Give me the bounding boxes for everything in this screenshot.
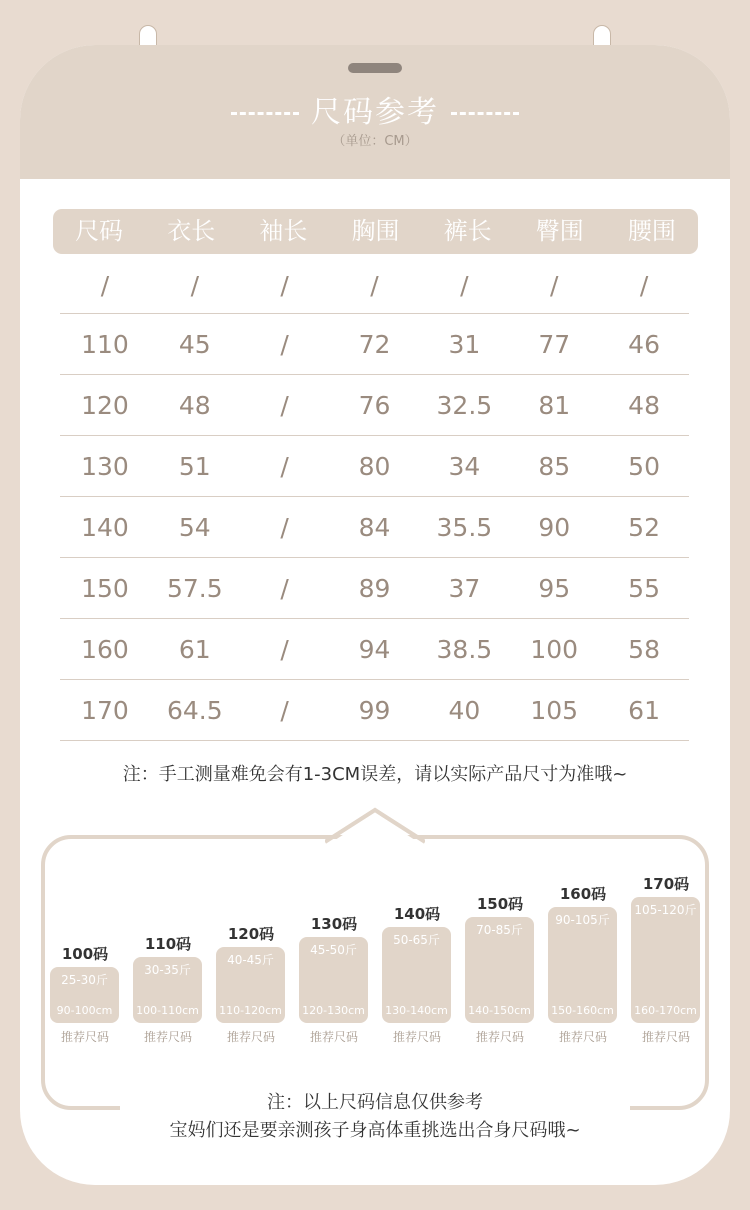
size-bar bbox=[216, 947, 285, 1023]
table-cell: 46 bbox=[628, 330, 660, 359]
table-cell: 94 bbox=[358, 635, 391, 664]
table-cell: 170 bbox=[81, 696, 129, 725]
size-label: 110码 bbox=[144, 935, 192, 953]
recommend-note-1: 注：以上尺码信息仅供参考 bbox=[267, 1092, 483, 1113]
size-label: 130码 bbox=[310, 915, 358, 933]
table-cell: 34 bbox=[448, 452, 481, 481]
table-row bbox=[60, 497, 689, 558]
height-range: 100-110cm bbox=[136, 1004, 199, 1017]
table-row bbox=[60, 619, 689, 680]
table-cell: / bbox=[280, 635, 289, 664]
size-label: 140码 bbox=[393, 905, 441, 923]
recommend-size-label: 推荐尺码 bbox=[475, 1030, 524, 1044]
table-cell: 95 bbox=[538, 574, 571, 603]
table-cell: 64.5 bbox=[166, 696, 223, 725]
table-cell: 40 bbox=[448, 696, 481, 725]
table-cell: 61 bbox=[628, 696, 660, 725]
title-dash-right bbox=[451, 112, 519, 115]
size-label: 170码 bbox=[642, 875, 690, 893]
weight-range: 25-30斤 bbox=[61, 973, 108, 987]
recommend-size-label: 推荐尺码 bbox=[226, 1030, 275, 1044]
table-cell: 35.5 bbox=[436, 513, 493, 542]
recommend-size-label: 推荐尺码 bbox=[143, 1030, 192, 1044]
recommend-size-label: 推荐尺码 bbox=[392, 1030, 441, 1044]
table-cell: / bbox=[280, 696, 289, 725]
table-cell: 80 bbox=[358, 452, 391, 481]
table-cell: / bbox=[190, 271, 199, 300]
size-chart-card bbox=[20, 45, 730, 1185]
size-label: 120码 bbox=[227, 925, 275, 943]
column-header: 胸围 bbox=[351, 217, 400, 245]
table-cell: 120 bbox=[81, 391, 129, 420]
table-cell: / bbox=[280, 513, 289, 542]
size-bar bbox=[548, 907, 617, 1023]
table-row bbox=[60, 680, 689, 741]
table-cell: 105 bbox=[530, 696, 579, 725]
table-cell: 58 bbox=[628, 635, 660, 664]
table-cell: 37 bbox=[448, 574, 481, 603]
table-header bbox=[53, 209, 698, 254]
size-bar bbox=[382, 927, 451, 1023]
table-cell: / bbox=[280, 452, 289, 481]
height-range: 160-170cm bbox=[634, 1004, 697, 1017]
table-cell: 77 bbox=[538, 330, 571, 359]
recommend-size-label: 推荐尺码 bbox=[641, 1030, 690, 1044]
table-cell: 38.5 bbox=[436, 635, 493, 664]
table-cell: / bbox=[639, 271, 649, 300]
table-row bbox=[60, 314, 689, 375]
panel-notch-cover bbox=[325, 806, 425, 846]
table-cell: 81 bbox=[538, 391, 571, 420]
table-cell: 140 bbox=[81, 513, 129, 542]
table-cell: / bbox=[370, 271, 379, 300]
table-cell: 76 bbox=[358, 391, 391, 420]
measurement-note: 注：手工测量难免会有1-3CM误差，请以实际产品尺寸为准哦~ bbox=[122, 764, 628, 785]
card-header bbox=[20, 45, 730, 179]
table-cell: 150 bbox=[81, 574, 129, 603]
size-label: 160码 bbox=[559, 885, 607, 903]
column-header: 衣长 bbox=[167, 217, 216, 245]
table-cell: 31 bbox=[448, 330, 481, 359]
unit-subtitle: （单位：CM） bbox=[332, 134, 418, 149]
size-bar bbox=[631, 897, 700, 1023]
table-cell: 85 bbox=[538, 452, 571, 481]
size-label: 100码 bbox=[61, 945, 109, 963]
height-range: 150-160cm bbox=[551, 1004, 614, 1017]
hanger-slot bbox=[348, 63, 402, 73]
table-cell: 84 bbox=[358, 513, 391, 542]
weight-range: 40-45斤 bbox=[227, 953, 274, 967]
table-cell: 52 bbox=[628, 513, 660, 542]
table-cell: 99 bbox=[358, 696, 391, 725]
table-cell: 55 bbox=[628, 574, 660, 603]
recommend-size-label: 推荐尺码 bbox=[558, 1030, 607, 1044]
table-cell: 45 bbox=[178, 330, 211, 359]
weight-range: 70-85斤 bbox=[476, 923, 523, 937]
size-bar bbox=[133, 957, 202, 1023]
weight-range: 105-120斤 bbox=[634, 903, 697, 917]
height-range: 140-150cm bbox=[468, 1004, 531, 1017]
title-text: 尺码参考 bbox=[311, 95, 439, 130]
height-range: 90-100cm bbox=[56, 1004, 113, 1017]
table-cell: / bbox=[280, 391, 289, 420]
column-header: 臀围 bbox=[535, 217, 584, 245]
weight-range: 30-35斤 bbox=[144, 963, 191, 977]
size-bar bbox=[50, 967, 119, 1023]
column-header: 袖长 bbox=[259, 217, 308, 245]
size-table bbox=[60, 255, 689, 741]
table-cell: 61 bbox=[178, 635, 211, 664]
table-cell: / bbox=[100, 271, 110, 300]
table-cell: / bbox=[460, 271, 469, 300]
table-cell: 57.5 bbox=[166, 574, 223, 603]
recommend-size-label: 推荐尺码 bbox=[309, 1030, 358, 1044]
table-cell: 54 bbox=[178, 513, 211, 542]
size-bar bbox=[465, 917, 534, 1023]
table-cell: 32.5 bbox=[436, 391, 493, 420]
table-cell: 110 bbox=[81, 330, 129, 359]
table-cell: 130 bbox=[81, 452, 129, 481]
table-cell: 89 bbox=[358, 574, 391, 603]
column-header: 裤长 bbox=[443, 217, 492, 245]
height-range: 110-120cm bbox=[219, 1004, 282, 1017]
height-range: 130-140cm bbox=[385, 1004, 448, 1017]
recommend-size-label: 推荐尺码 bbox=[60, 1030, 109, 1044]
table-cell: 160 bbox=[81, 635, 129, 664]
size-bar bbox=[299, 937, 368, 1023]
weight-range: 50-65斤 bbox=[393, 933, 440, 947]
column-header: 尺码 bbox=[75, 217, 124, 245]
table-cell: / bbox=[550, 271, 559, 300]
recommend-note-2: 宝妈们还是要亲测孩子身高体重挑选出合身尺码哦~ bbox=[169, 1120, 581, 1141]
column-header: 腰围 bbox=[627, 217, 676, 245]
table-cell: 51 bbox=[178, 452, 211, 481]
weight-range: 45-50斤 bbox=[310, 943, 357, 957]
table-cell: / bbox=[280, 574, 289, 603]
table-cell: 100 bbox=[530, 635, 579, 664]
page-title bbox=[20, 87, 730, 131]
table-row bbox=[60, 558, 689, 619]
table-cell: 90 bbox=[538, 513, 571, 542]
title-dash-left bbox=[231, 112, 299, 115]
table-row bbox=[60, 436, 689, 497]
table-cell: 48 bbox=[178, 391, 211, 420]
table-row bbox=[60, 375, 689, 436]
table-cell: 50 bbox=[628, 452, 660, 481]
table-row bbox=[60, 255, 689, 314]
table-cell: 72 bbox=[358, 330, 391, 359]
weight-range: 90-105斤 bbox=[555, 913, 610, 927]
table-cell: / bbox=[280, 271, 289, 300]
size-label: 150码 bbox=[476, 895, 524, 913]
table-cell: / bbox=[280, 330, 289, 359]
height-range: 120-130cm bbox=[302, 1004, 365, 1017]
table-cell: 48 bbox=[628, 391, 660, 420]
